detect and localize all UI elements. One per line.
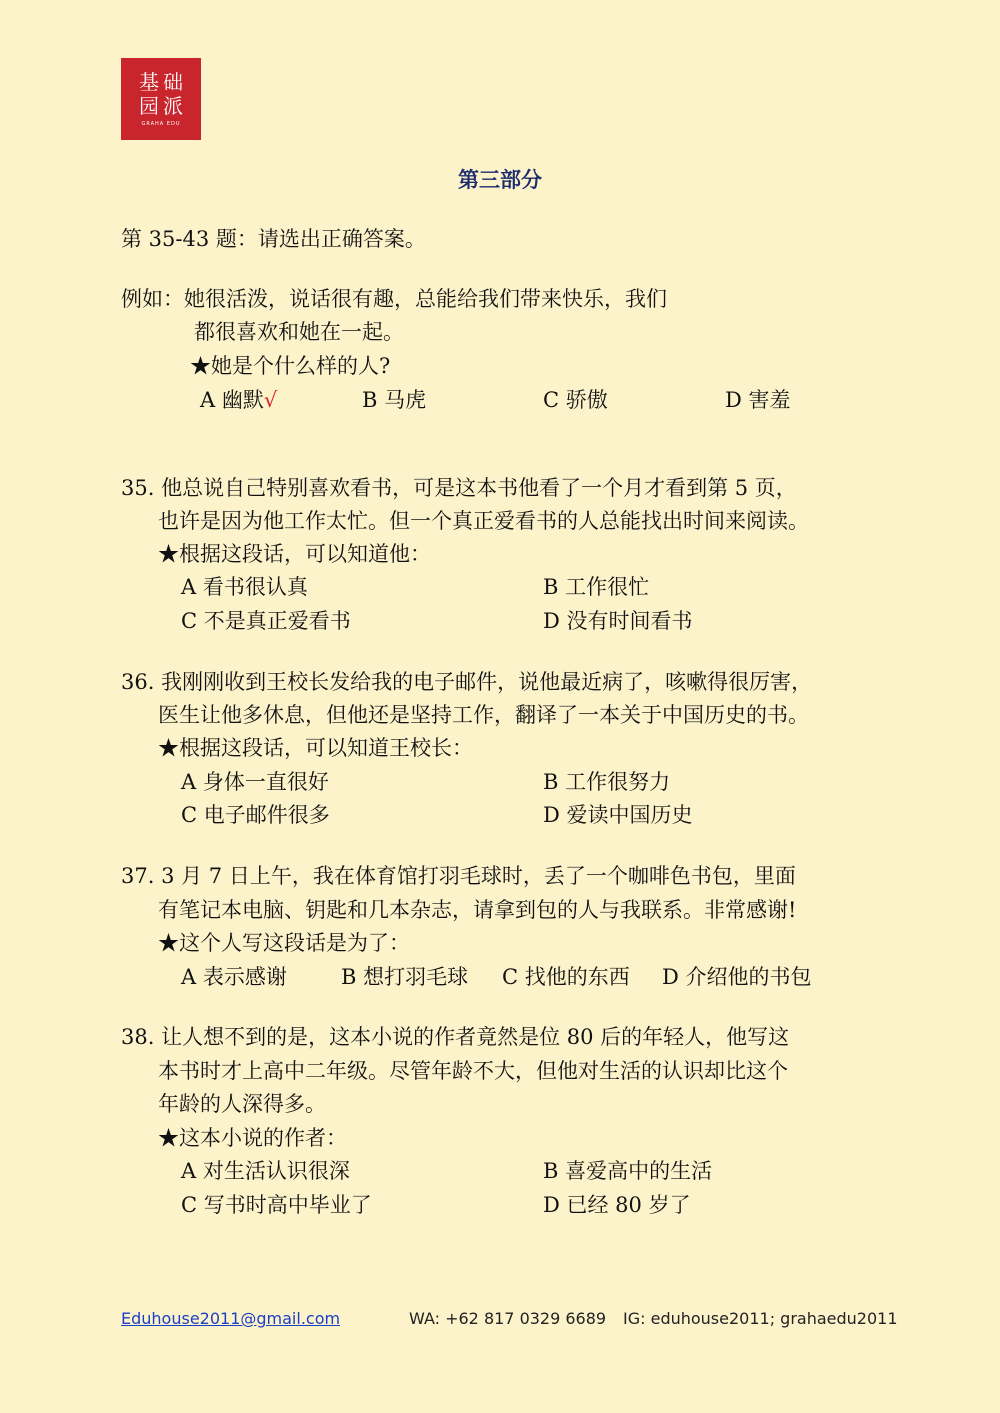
answer-option: B 想打羽毛球: [341, 965, 469, 989]
answer-option: C 找他的东西: [502, 965, 630, 989]
instruction: 第 35-43 题：请选出正确答案。: [121, 227, 426, 251]
answer-option: D 已经 80 岁了: [543, 1193, 691, 1217]
question-prompt: ★根据这段话，可以知道他：: [158, 542, 431, 566]
example-option: D 害羞: [725, 388, 791, 412]
logo: [121, 58, 201, 140]
option-text: A 幽默: [200, 388, 264, 412]
logo-subtitle: GRAHA EDU: [141, 121, 181, 127]
question-text: 本书时才上高中二年级。尽管年龄不大，但他对生活的认识却比这个: [158, 1059, 788, 1083]
question-text: 38. 让人想不到的是，这本小说的作者竟然是位 80 后的年轻人，他写这: [121, 1025, 790, 1049]
question-text: 也许是因为他工作太忙。但一个真正爱看书的人总能找出时间来阅读。: [158, 509, 809, 533]
logo-char: 园: [139, 94, 159, 118]
section-title: 第三部分: [458, 167, 542, 192]
question-text: 37. 3 月 7 日上午，我在体育馆打羽毛球时，丢了一个咖啡色书包，里面: [121, 864, 796, 888]
answer-option: D 爱读中国历史: [543, 803, 693, 827]
logo-char: 础: [163, 70, 183, 94]
answer-option: D 介绍他的书包: [662, 965, 812, 989]
answer-option: A 身体一直很好: [181, 770, 329, 794]
example-option: B 马虎: [362, 388, 427, 412]
footer-whatsapp: WA: +62 817 0329 6689: [409, 1309, 607, 1328]
question-text: 35. 他总说自己特别喜欢看书，可是这本书他看了一个月才看到第 5 页，: [121, 476, 797, 500]
question-text: 有笔记本电脑、钥匙和几本杂志，请拿到包的人与我联系。非常感谢!: [158, 898, 797, 922]
answer-option: C 不是真正爱看书: [181, 609, 351, 633]
answer-option: B 喜爱高中的生活: [543, 1159, 713, 1183]
logo-mark: [138, 71, 184, 117]
logo-char: 基: [139, 70, 159, 94]
answer-option: C 写书时高中毕业了: [181, 1193, 372, 1217]
example-line: 例如：她很活泼，说话很有趣，总能给我们带来快乐，我们: [121, 287, 667, 311]
example-option: [200, 386, 277, 414]
example-question: ★她是个什么样的人?: [190, 354, 391, 378]
email-link[interactable]: Eduhouse2011@gmail.com: [121, 1309, 341, 1328]
answer-option: A 表示感谢: [181, 965, 287, 989]
answer-option: A 对生活认识很深: [181, 1159, 350, 1183]
question-text: 医生让他多休息，但他还是坚持工作，翻译了一本关于中国历史的书。: [158, 703, 809, 727]
question-text: 年龄的人深得多。: [158, 1092, 326, 1116]
logo-char: 派: [163, 94, 183, 118]
answer-option: B 工作很忙: [543, 575, 650, 599]
footer-email[interactable]: [121, 1309, 340, 1328]
answer-option: C 电子邮件很多: [181, 803, 330, 827]
answer-option: B 工作很努力: [543, 770, 671, 794]
answer-option: A 看书很认真: [181, 575, 308, 599]
example-option: C 骄傲: [543, 388, 608, 412]
question-prompt: ★这本小说的作者：: [158, 1126, 347, 1150]
question-prompt: ★这个人写这段话是为了：: [158, 931, 410, 955]
question-prompt: ★根据这段话，可以知道王校长：: [158, 736, 473, 760]
question-text: 36. 我刚刚收到王校长发给我的电子邮件，说他最近病了，咳嗽得很厉害，: [121, 670, 813, 694]
example-line: 都很喜欢和她在一起。: [194, 320, 404, 344]
check-mark: √: [263, 388, 278, 412]
footer-instagram: IG: eduhouse2011; grahaedu2011: [623, 1309, 898, 1328]
answer-option: D 没有时间看书: [543, 609, 693, 633]
